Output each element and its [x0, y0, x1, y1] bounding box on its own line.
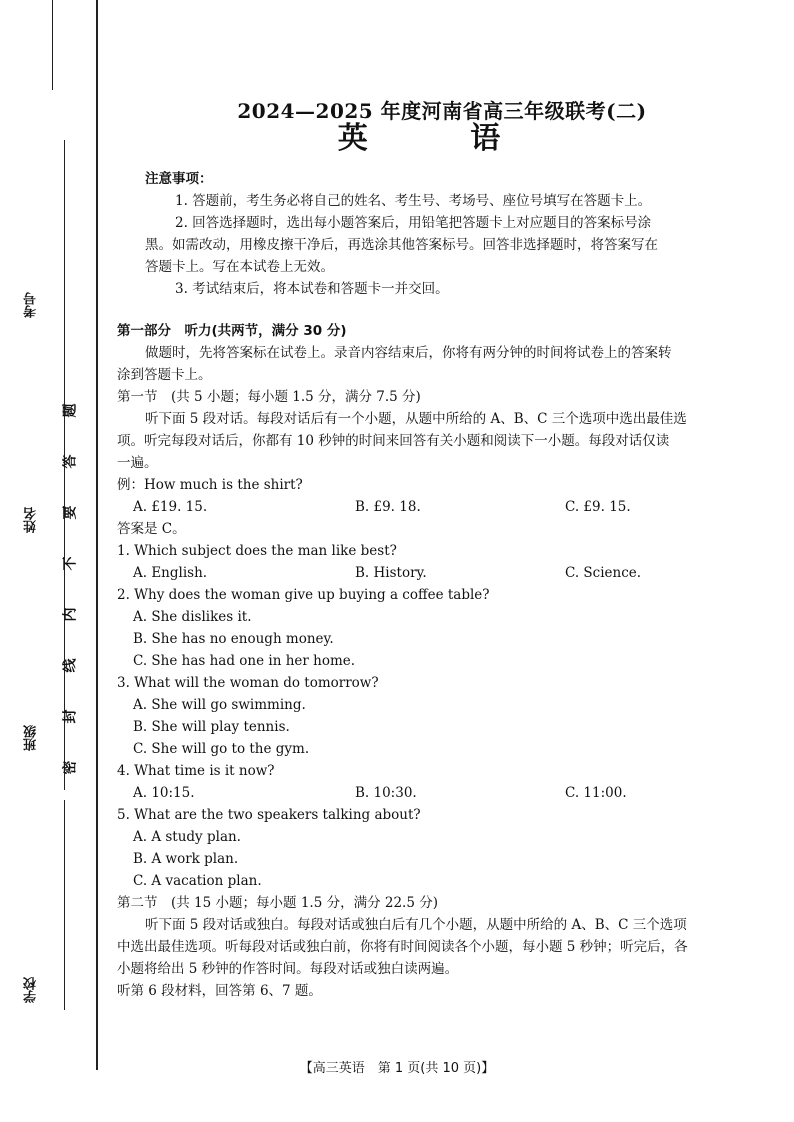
option-c: C. Science.	[565, 565, 642, 581]
option-a: A. English.	[133, 565, 208, 581]
school-label: 学校	[24, 977, 39, 1003]
binding-line	[96, 0, 98, 1070]
option-a: A. She dislikes it.	[133, 609, 252, 625]
option-b: B. She will play tennis.	[133, 719, 290, 735]
option-b: B. 10:30.	[355, 785, 417, 801]
seal-char: 封	[62, 709, 79, 724]
exam-no-rule	[64, 140, 65, 370]
option-a: A. A study plan.	[133, 829, 241, 845]
binding-line-top	[52, 0, 53, 90]
option-a: A. She will go swimming.	[133, 697, 306, 713]
part1-heading: 第一部分 听力(共两节，满分 30 分)	[117, 323, 347, 339]
notice-item: 2. 回答选择题时，选出每小题答案后，用铅笔把答题卡上对应题目的答案标号涂	[175, 215, 652, 231]
class-label: 班级	[24, 725, 39, 751]
option-b: B. A work plan.	[133, 851, 239, 867]
notice-heading: 注意事项：	[145, 171, 213, 187]
name-label: 姓名	[24, 507, 39, 533]
exam-title: 2024—2025 年度河南省高三年级联考(二)	[237, 99, 647, 123]
option-c: C. She will go to the gym.	[133, 741, 310, 757]
section2-instructions: 听下面 5 段对话或独白。每段对话或独白后有几个小题，从题中所给的 A、B、C 三个选项	[145, 917, 687, 933]
section1-instructions-cont: 一遍。	[117, 455, 158, 471]
question-5: 5. What are the two speakers talking about?	[117, 807, 421, 823]
notice-item: 3. 考试结束后，将本试卷和答题卡一并交回。	[175, 281, 449, 297]
option-c: C. £9. 15.	[565, 499, 631, 515]
notice-item-cont: 答题卡上。写在本试卷上无效。	[145, 259, 334, 275]
example-answer: 答案是 C。	[117, 521, 186, 537]
seal-char: 题	[62, 403, 79, 418]
option-b: B. £9. 18.	[355, 499, 421, 515]
option-a: A. 10:15.	[133, 785, 195, 801]
seal-char: 不	[62, 556, 79, 571]
seal-char: 内	[62, 607, 79, 622]
notice-item: 1. 答题前，考生务必将自己的姓名、考生号、考场号、座位号填写在答题卡上。	[175, 193, 652, 209]
section1-instructions: 听下面 5 段对话。每段对话后有一个小题，从题中所给的 A、B、C 三个选项中选出最佳选	[145, 411, 687, 427]
exam-no-label: 考号	[24, 292, 39, 318]
question-1-options	[133, 562, 787, 584]
option-c: C. 11:00.	[565, 785, 627, 801]
option-b: B. She has no enough money.	[133, 631, 334, 647]
school-rule	[64, 800, 65, 1010]
option-c: C. She has had one in her home.	[133, 653, 356, 669]
part1-intro: 做题时，先将答案标在试卷上。录音内容结束后，你将有两分钟的时间将试卷上的答案转	[145, 345, 672, 361]
notice-item-cont: 黑。如需改动，用橡皮擦干净后，再选涂其他答案标号。回答非选择题时，将答案写在	[145, 237, 658, 253]
page-footer: 【高三英语 第 1 页(共 10 页)】	[299, 1061, 495, 1076]
section1-heading: 第一节 (共 5 小题；每小题 1.5 分，满分 7.5 分)	[117, 389, 421, 405]
section2-heading: 第二节 (共 15 小题；每小题 1.5 分，满分 22.5 分)	[117, 895, 438, 911]
option-c: C. A vacation plan.	[133, 873, 262, 889]
question-2: 2. Why does the woman give up buying a coffee table?	[117, 587, 490, 603]
exam-subject: 英 语	[337, 121, 547, 156]
seal-warning	[62, 385, 80, 793]
seal-char: 密	[62, 760, 79, 775]
option-a: A. £19. 15.	[133, 499, 208, 515]
section2-instructions-cont: 小题将给出 5 秒钟的作答时间。每段对话或独白读两遍。	[117, 961, 459, 977]
example-question: 例：How much is the shirt?	[117, 477, 303, 493]
seal-char: 线	[62, 658, 79, 673]
part1-intro-cont: 涂到答题卡上。	[117, 367, 212, 383]
exam-content	[117, 100, 787, 1002]
question-1: 1. Which subject does the man like best?	[117, 543, 397, 559]
question-4-options	[133, 782, 787, 804]
seal-char: 要	[62, 505, 79, 520]
section2-material-note: 听第 6 段材料，回答第 6、7 题。	[117, 983, 322, 999]
section1-instructions-cont: 项。听完每段对话后，你都有 10 秒钟的时间来回答有关小题和阅读下一小题。每段对话仅读	[117, 433, 670, 449]
option-b: B. History.	[355, 565, 427, 581]
example-options	[133, 496, 787, 518]
question-3: 3. What will the woman do tomorrow?	[117, 675, 379, 691]
question-4: 4. What time is it now?	[117, 763, 275, 779]
section2-instructions-cont: 中选出最佳选项。听每段对话或独白前，你将有时间阅读各个小题，每小题 5 秒钟；听完后，各	[117, 939, 688, 955]
seal-char: 答	[62, 454, 79, 469]
